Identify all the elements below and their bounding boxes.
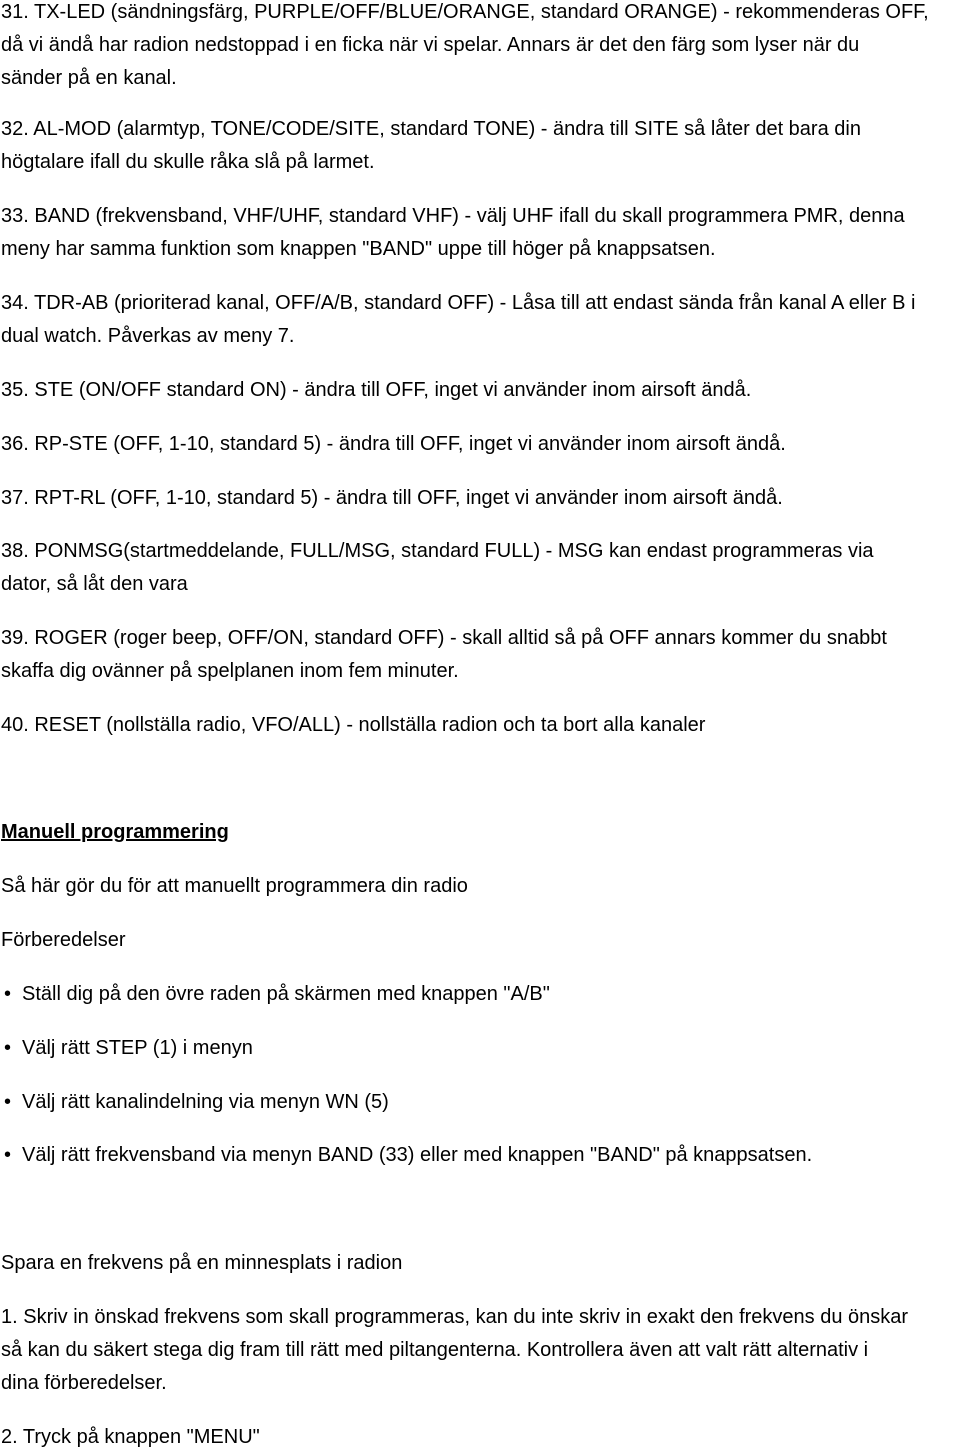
list-item-text: Välj rätt kanalindelning via menyn WN (5) [22,1091,389,1113]
text-line: 38. PONMSG(startmeddelande, FULL/MSG, standard FULL) - MSG kan endast programmeras via [1,540,874,562]
text-line: 34. TDR-AB (prioriterad kanal, OFF/A/B, standard OFF) - Låsa till att endast sända från kanal A eller B i [1,292,916,314]
text-line: 2. Tryck på knappen "MENU" [1,1426,260,1448]
text-line: 35. STE (ON/OFF standard ON) - ändra till OFF, inget vi använder inom airsoft ändå. [1,379,752,401]
bullet-icon: • [4,1091,12,1113]
list-item-text: Välj rätt STEP (1) i menyn [22,1037,253,1059]
text-line: 31. TX-LED (sändningsfärg, PURPLE/OFF/BLUE/ORANGE, standard ORANGE) - rekommenderas OFF, [1,1,929,23]
text-line: 40. RESET (nollställa radio, VFO/ALL) - nollställa radion och ta bort alla kanaler [1,714,706,736]
bullet-icon: • [4,983,12,1005]
text-line: 36. RP-STE (OFF, 1-10, standard 5) - ändra till OFF, inget vi använder inom airsoft ändå. [1,433,786,455]
text-line: 37. RPT-RL (OFF, 1-10, standard 5) - ändra till OFF, inget vi använder inom airsoft ändå. [1,487,783,509]
text-line: högtalare ifall du skulle råka slå på larmet. [1,151,375,173]
prep-title: Förberedelser [1,929,126,951]
list-item-text: Välj rätt frekvensband via menyn BAND (33) eller med knappen "BAND" på knappsatsen. [22,1144,813,1166]
section-heading: Manuell programmering [1,821,229,843]
bullet-icon: • [4,1037,12,1059]
text-line: meny har samma funktion som knappen "BAND" uppe till höger på knappsatsen. [1,238,716,260]
text-line: sänder på en kanal. [1,67,177,89]
text-line: dual watch. Påverkas av meny 7. [1,325,295,347]
text-line: dina förberedelser. [1,1372,167,1394]
text-line: så kan du säkert stega dig fram till rätt med piltangenterna. Kontrollera även att valt rätt alternativ i [1,1339,869,1361]
bullet-icon: • [4,1144,12,1166]
text-line: 1. Skriv in önskad frekvens som skall programmeras, kan du inte skriv in exakt den frekvens du önskar [1,1306,909,1328]
text-line: skaffa dig ovänner på spelplanen inom fem minuter. [1,660,459,682]
save-title: Spara en frekvens på en minnesplats i radion [1,1252,403,1274]
text-line: 39. ROGER (roger beep, OFF/ON, standard OFF) - skall alltid så på OFF annars kommer du snabbt [1,627,887,649]
text-line: 32. AL-MOD (alarmtyp, TONE/CODE/SITE, standard TONE) - ändra till SITE så låter det bara din [1,118,861,140]
text-line: 33. BAND (frekvensband, VHF/UHF, standard VHF) - välj UHF ifall du skall programmera PMR, denna [1,205,905,227]
list-item-text: Ställ dig på den övre raden på skärmen med knappen "A/B" [22,983,550,1005]
text-line: dator, så låt den vara [1,573,188,595]
text-line: då vi ändå har radion nedstoppad i en ficka när vi spelar. Annars är det den färg som lyser när du [1,34,860,56]
section-intro: Så här gör du för att manuellt programmera din radio [1,875,468,897]
